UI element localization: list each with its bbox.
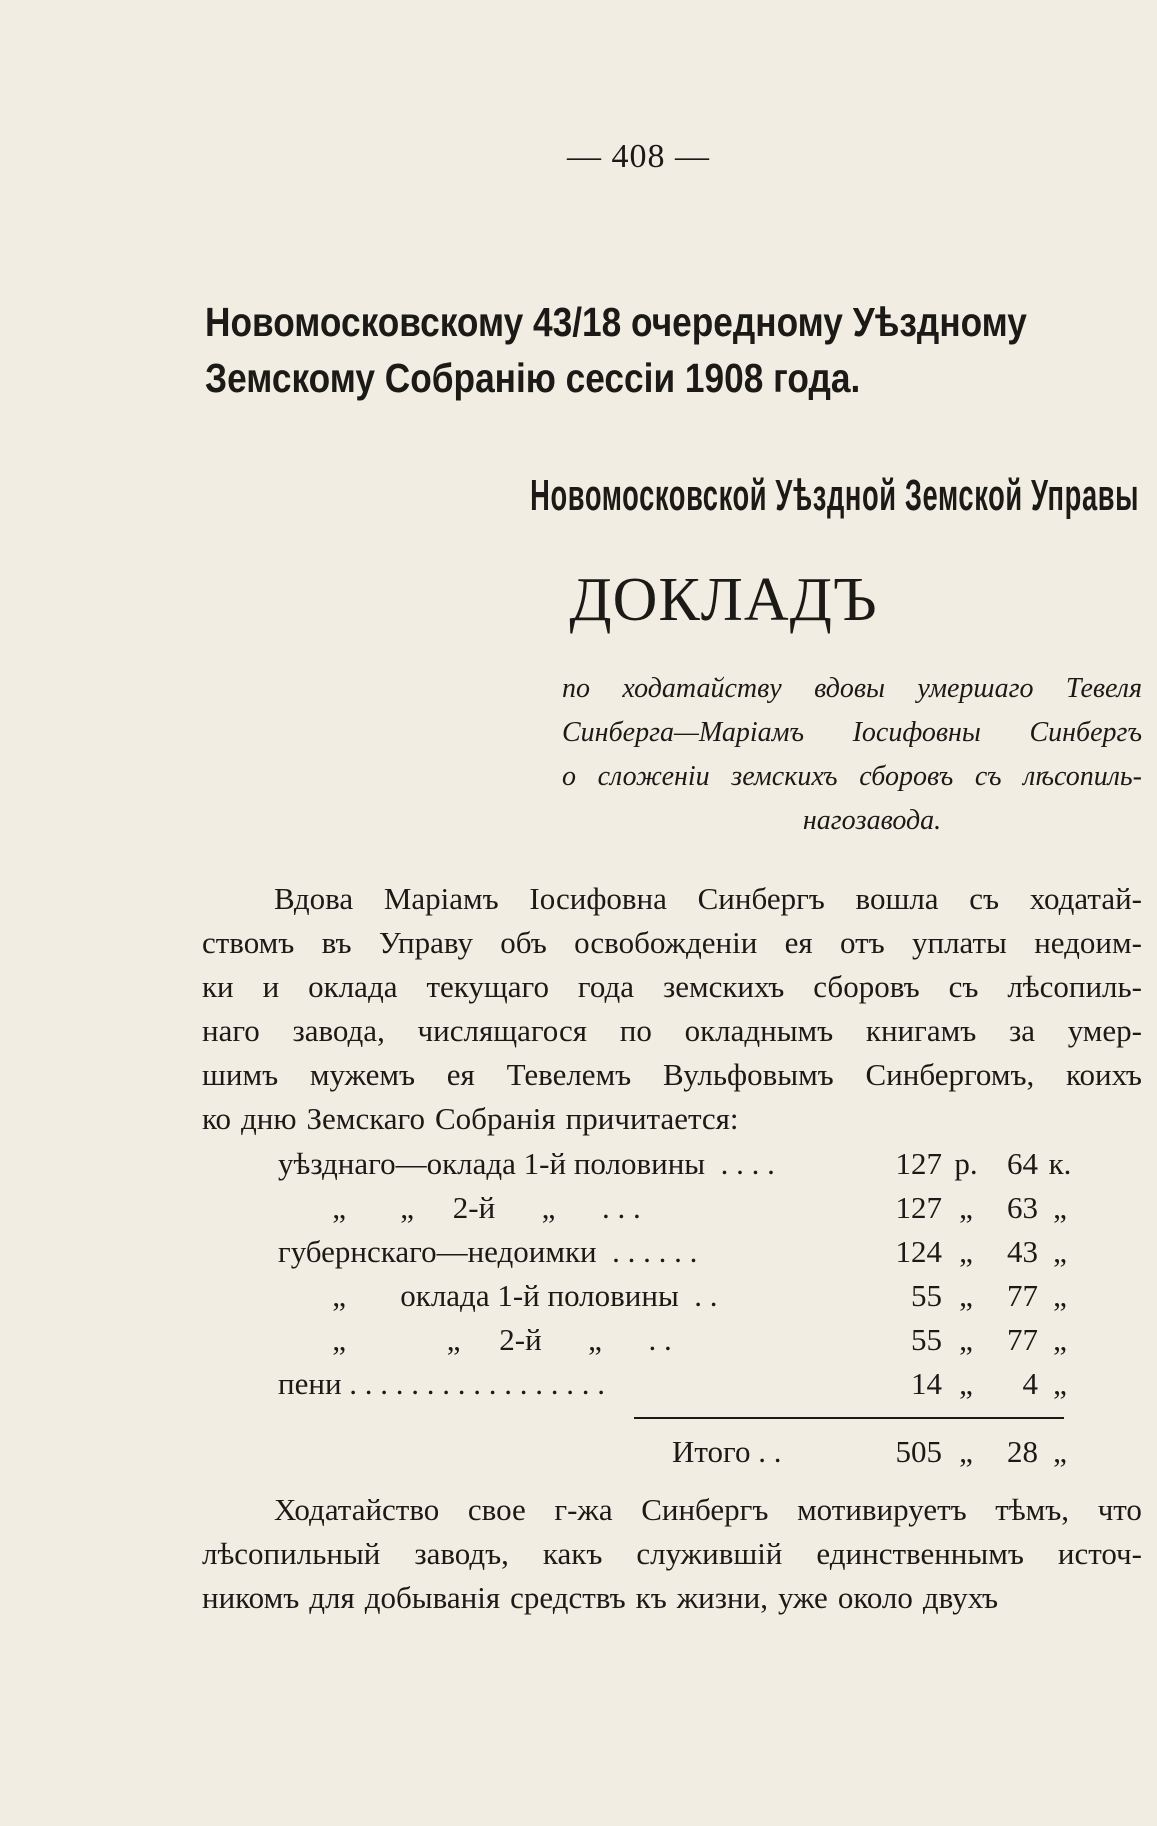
word: лѣсопиль- (1007, 969, 1142, 1004)
word: Синбергъ (697, 881, 825, 916)
charge-kopecks-unit: „ (1053, 1366, 1067, 1401)
word: сложеніи (597, 761, 710, 792)
total-rubles: 505 (895, 1434, 942, 1469)
word: добыванія (364, 1580, 501, 1615)
word: тѣмъ, (995, 1492, 1070, 1527)
charge-row (278, 1186, 1078, 1230)
heading-line-1: Новомосковскому 43/18 очередному Уѣздному (205, 299, 1027, 345)
word: единственнымъ (816, 1536, 1024, 1571)
charge-description: губернскаго—недоимки . . . . . . (278, 1234, 698, 1269)
word: вдовы (814, 673, 886, 704)
subtitle-line (562, 667, 1142, 711)
total-rubles-unit: „ (959, 1434, 973, 1469)
word: ея (784, 925, 813, 960)
word: Синбергъ (1029, 717, 1142, 748)
word: г-жа (554, 1492, 613, 1527)
word: завода. (855, 805, 942, 836)
word: служившій (636, 1536, 783, 1571)
charge-row (278, 1274, 1078, 1318)
word: Синбергъ (641, 1492, 769, 1527)
word: умер- (1067, 1013, 1142, 1048)
word: заводъ, (414, 1536, 509, 1571)
word: Собранія (435, 1101, 556, 1136)
charge-rubles-unit: „ (959, 1190, 973, 1225)
charge-kopecks: 63 (1007, 1190, 1038, 1225)
charge-description: „ „ 2-й „ . . (278, 1322, 672, 1357)
charge-rubles-unit: „ (959, 1322, 973, 1357)
word: никомъ (202, 1580, 300, 1615)
word: причитается: (565, 1101, 739, 1136)
word: недоим- (1034, 925, 1142, 960)
charge-rubles-unit: „ (959, 1278, 973, 1313)
word: съ (974, 761, 1002, 792)
paragraph-1-line (202, 1097, 1142, 1141)
word: года (577, 969, 634, 1004)
word: умершаго (917, 673, 1034, 704)
charge-rubles: 55 (911, 1322, 942, 1357)
charge-description: „ „ 2-й „ . . . (278, 1190, 641, 1225)
word: ко (202, 1101, 231, 1136)
paragraph-1-line (202, 965, 1142, 1009)
word: что (1097, 1492, 1142, 1527)
paragraph-2-line (202, 1532, 1142, 1576)
word: средствъ (510, 1580, 626, 1615)
word: числящагося (417, 1013, 588, 1048)
paragraph-2 (202, 1488, 1142, 1620)
charge-kopecks: 4 (1022, 1366, 1038, 1401)
charge-rubles-unit: р. (954, 1146, 978, 1181)
charge-kopecks-unit: к. (1048, 1146, 1072, 1181)
word: ки (202, 969, 234, 1004)
word: о (562, 761, 576, 792)
word: съ (969, 881, 1000, 916)
word: Вульфовымъ (663, 1057, 834, 1092)
word: къ (635, 1580, 667, 1615)
document-title: ДОКЛАДЪ (569, 566, 878, 634)
charge-description: пени . . . . . . . . . . . . . . . . . (278, 1366, 606, 1401)
word: объ (500, 925, 547, 960)
charge-kopecks: 43 (1007, 1234, 1038, 1269)
word: уплаты (911, 925, 1007, 960)
word: Іосифовна (529, 881, 667, 916)
word: двухъ (922, 1580, 999, 1615)
total-kopecks-unit: „ (1053, 1434, 1067, 1469)
total-row (278, 1430, 1078, 1474)
charge-rubles-unit: „ (959, 1234, 973, 1269)
sum-rule (634, 1417, 1064, 1419)
subtitle-line (562, 799, 1142, 843)
word: лѣсопильный (202, 1536, 381, 1571)
charge-kopecks-unit: „ (1053, 1234, 1067, 1269)
word: текущаго (426, 969, 549, 1004)
word: съ (948, 969, 979, 1004)
word: Вдова (274, 881, 354, 916)
word: коихъ (1066, 1057, 1142, 1092)
paragraph-2-line (202, 1488, 1142, 1532)
charge-row (278, 1142, 1078, 1186)
subtitle-block (562, 667, 1142, 843)
word: Ходатайство (274, 1492, 440, 1527)
word: Тевеля (1065, 673, 1142, 704)
word: для (309, 1580, 355, 1615)
charge-rubles: 127 (895, 1190, 942, 1225)
charge-kopecks: 64 (1007, 1146, 1038, 1181)
word: оклада (308, 969, 398, 1004)
charge-row (278, 1362, 1078, 1406)
word: вошла (855, 881, 939, 916)
page-number: — 408 — (567, 138, 710, 175)
charge-rubles: 55 (911, 1278, 942, 1313)
word: мужемъ (309, 1057, 416, 1092)
charge-kopecks: 77 (1007, 1322, 1038, 1357)
word: за (1008, 1013, 1035, 1048)
charge-kopecks-unit: „ (1053, 1190, 1067, 1225)
word: наго (802, 805, 856, 836)
word: книгамъ (865, 1013, 977, 1048)
paragraph-1 (202, 877, 1142, 1141)
charge-row (278, 1318, 1078, 1362)
word: около (837, 1580, 913, 1615)
word: какъ (542, 1536, 603, 1571)
subtitle-line (562, 755, 1142, 799)
paragraph-1-line (202, 877, 1142, 921)
subtitle-line (562, 711, 1142, 755)
paragraph-1-line (202, 1009, 1142, 1053)
charge-rubles-unit: „ (959, 1366, 973, 1401)
word: освобожденіи (574, 925, 758, 960)
charge-rubles: 14 (911, 1366, 942, 1401)
total-kopecks: 28 (1007, 1434, 1038, 1469)
word: ходатай- (1029, 881, 1142, 916)
organization-name: Новомосковской Уѣздной Земской Управы (530, 471, 1139, 520)
charges-table (278, 1142, 1078, 1406)
word: Земскаго (306, 1101, 425, 1136)
word: дню (241, 1101, 297, 1136)
word: по (562, 673, 590, 704)
word: Синбергомъ, (865, 1057, 1035, 1092)
word: сборовъ (859, 761, 954, 792)
word: ходатайству (622, 673, 782, 704)
word: свое (467, 1492, 526, 1527)
word: земскихъ (662, 969, 785, 1004)
word: Тевелемъ (506, 1057, 632, 1092)
paragraph-1-line (202, 921, 1142, 965)
charge-kopecks-unit: „ (1053, 1322, 1067, 1357)
word: завода, (292, 1013, 385, 1048)
word: ея (446, 1057, 475, 1092)
word: Синберга—Маріамъ (562, 717, 805, 748)
word: Маріамъ (383, 881, 499, 916)
word: сборовъ (813, 969, 920, 1004)
paragraph-2-line (202, 1576, 1142, 1620)
word: въ (321, 925, 352, 960)
word: Управу (378, 925, 473, 960)
word: наго (202, 1013, 260, 1048)
charge-kopecks-unit: „ (1053, 1278, 1067, 1313)
word: по (619, 1013, 652, 1048)
charge-description: „ оклада 1-й половины . . (278, 1278, 718, 1313)
charge-kopecks: 77 (1007, 1278, 1038, 1313)
word: шимъ (202, 1057, 279, 1092)
charge-row (278, 1230, 1078, 1274)
charge-description: уѣзднаго—оклада 1-й половины . . . . (278, 1146, 775, 1181)
word: источ- (1057, 1536, 1142, 1571)
word: жизни, (676, 1580, 768, 1615)
word: отъ (840, 925, 885, 960)
word: земскихъ (731, 761, 838, 792)
total-label: Итого . . (672, 1434, 782, 1469)
paragraph-1-line (202, 1053, 1142, 1097)
charge-rubles: 127 (895, 1146, 942, 1181)
word: и (262, 969, 280, 1004)
heading-line-2: Земскому Собранію сессіи 1908 года. (205, 355, 861, 401)
word: Іосифовны (852, 717, 981, 748)
word: окладнымъ (684, 1013, 834, 1048)
word: лѣсопиль- (1023, 761, 1142, 792)
word: ствомъ (202, 925, 295, 960)
word: мотивируетъ (797, 1492, 967, 1527)
word: уже (777, 1580, 828, 1615)
charge-rubles: 124 (895, 1234, 942, 1269)
